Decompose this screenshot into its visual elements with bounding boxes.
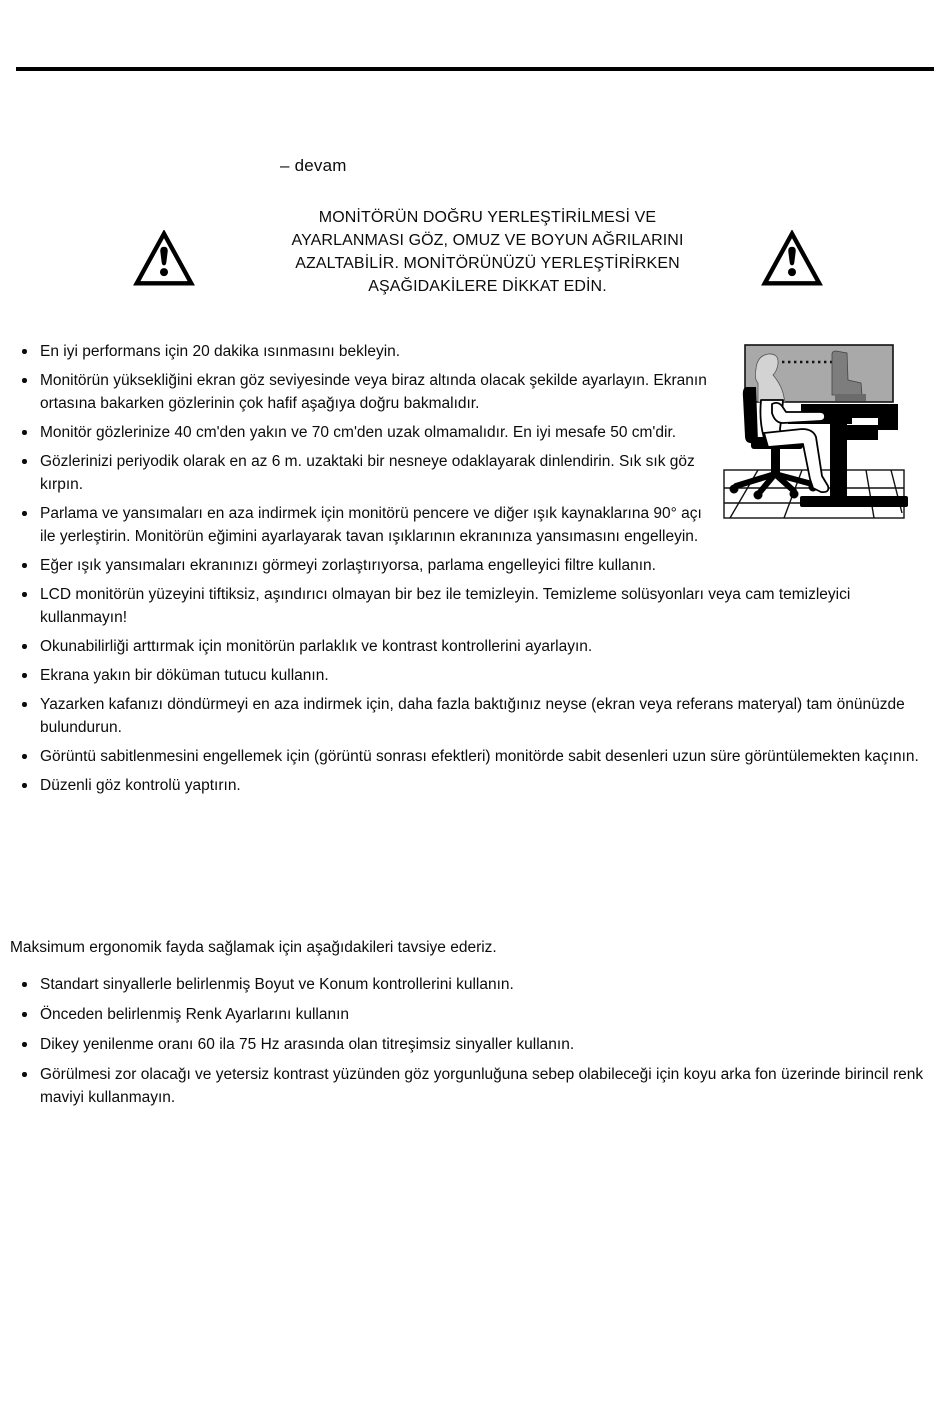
bullet-marker (22, 754, 27, 759)
recommendations-intro: Maksimum ergonomik fayda sağlamak için aşağıdakileri tavsiye ederiz. (10, 939, 497, 956)
bullet-text: Monitör gözlerinize 40 cm'den yakın ve 70 cm'den uzak olmamalıdır. En iyi mesafe 50 cm'dir. (40, 424, 677, 441)
list-item (21, 664, 932, 687)
list-item (21, 774, 932, 797)
recommendations-list (21, 973, 932, 1116)
bullet-text: Eğer ışık yansımaları ekranınızı görmeyi zorlaştırıyorsa, parlama engelleyici filtre kullanın. (40, 557, 656, 574)
bullet-marker (22, 783, 27, 788)
bullet-marker (22, 511, 27, 516)
bullet-marker (22, 563, 27, 568)
bullet-text: Düzenli göz kontrolü yaptırın. (40, 777, 241, 794)
warning-line: AYARLANMASI GÖZ, OMUZ VE BOYUN AĞRILARINI (291, 232, 684, 249)
list-item (21, 450, 932, 496)
warning-line: AŞAĞIDAKİLERE DİKKAT EDİN. (368, 278, 607, 295)
bullet-marker (22, 1072, 27, 1077)
continuation-label: – devam (280, 156, 347, 175)
warning-icon (133, 230, 195, 287)
bullet-marker (22, 349, 27, 354)
bullet-marker (22, 644, 27, 649)
list-item (21, 583, 932, 629)
bullet-text: Görüntü sabitlenmesini engellemek için (görüntü sonrası efektleri) monitörde sabit desenleri uzun süre görüntülemekten kaçının. (40, 748, 919, 765)
bullet-marker (22, 702, 27, 707)
bullet-text: Önceden belirlenmiş Renk Ayarlarını kullanın (40, 1006, 350, 1023)
list-item (21, 1003, 932, 1026)
bullet-marker (22, 592, 27, 597)
bullet-text: LCD monitörün yüzeyini tiftiksiz, aşındırıcı olmayan bir bez ile temizleyin. Temizleme solüsyonları veya cam temizleyici kullanmayın! (40, 586, 851, 626)
bullet-text: Ekrana yakın bir döküman tutucu kullanın. (40, 667, 329, 684)
list-item (21, 369, 932, 415)
list-item (21, 1063, 932, 1109)
list-item (21, 421, 932, 444)
ergonomics-list (21, 340, 932, 803)
warning-banner (235, 206, 740, 298)
bullet-text: Yazarken kafanızı döndürmeyi en aza indirmek için, daha fazla baktığınız neyse (ekran veya referans materyal) tam önünüzde bulundurun. (40, 696, 905, 736)
list-item (21, 693, 932, 739)
warning-icon (761, 230, 823, 287)
bullet-text: Monitörün yüksekliğini ekran göz seviyesinde veya biraz altında olacak şekilde ayarlayın. Ekranın ortasına bakarken gözlerinin çok hafif aşağıya doğru bakmalıdır. (40, 372, 707, 412)
bullet-text: Görülmesi zor olacağı ve yetersiz kontrast yüzünden göz yorgunluğuna sebep olabileceği için koyu arka fon üzerinde birincil renk maviyi kullanmayın. (40, 1066, 924, 1106)
bullet-text: Dikey yenilenme oranı 60 ila 75 Hz arasında olan titreşimsiz sinyaller kullanın. (40, 1036, 575, 1053)
bullet-text: Parlama ve yansımaları en aza indirmek için monitörü pencere ve diğer ışık kaynaklarına 90° açı ile yerleştirin. Monitörün eğimini ayarlayarak tavan ışıklarının ekranınıza yansımasını engelleyin. (40, 505, 702, 545)
warning-line: AZALTABİLİR. MONİTÖRÜNÜZÜ YERLEŞTİRİRKEN (295, 255, 680, 272)
list-item (21, 1033, 932, 1056)
bullet-text: Gözlerinizi periyodik olarak en az 6 m. uzaktaki bir nesneye odaklayarak dinlendirin. Sık sık göz kırpın. (40, 453, 695, 493)
bullet-marker (22, 1042, 27, 1047)
bullet-text: Okunabilirliği arttırmak için monitörün parlaklık ve kontrast kontrollerini ayarlayın. (40, 638, 593, 655)
bullet-marker (22, 1012, 27, 1017)
list-item (21, 745, 932, 768)
list-item (21, 635, 932, 658)
warning-line: MONİTÖRÜN DOĞRU YERLEŞTİRİLMESİ VE (318, 209, 657, 226)
list-item (21, 340, 932, 363)
list-item (21, 554, 932, 577)
bullet-marker (22, 459, 27, 464)
bullet-text: Standart sinyallerle belirlenmiş Boyut ve Konum kontrollerini kullanın. (40, 976, 514, 993)
top-divider-rule (16, 67, 934, 71)
bullet-marker (22, 982, 27, 987)
bullet-marker (22, 430, 27, 435)
list-item (21, 502, 932, 548)
list-item (21, 973, 932, 996)
bullet-marker (22, 673, 27, 678)
bullet-marker (22, 378, 27, 383)
bullet-text: En iyi performans için 20 dakika ısınmasını bekleyin. (40, 343, 401, 360)
